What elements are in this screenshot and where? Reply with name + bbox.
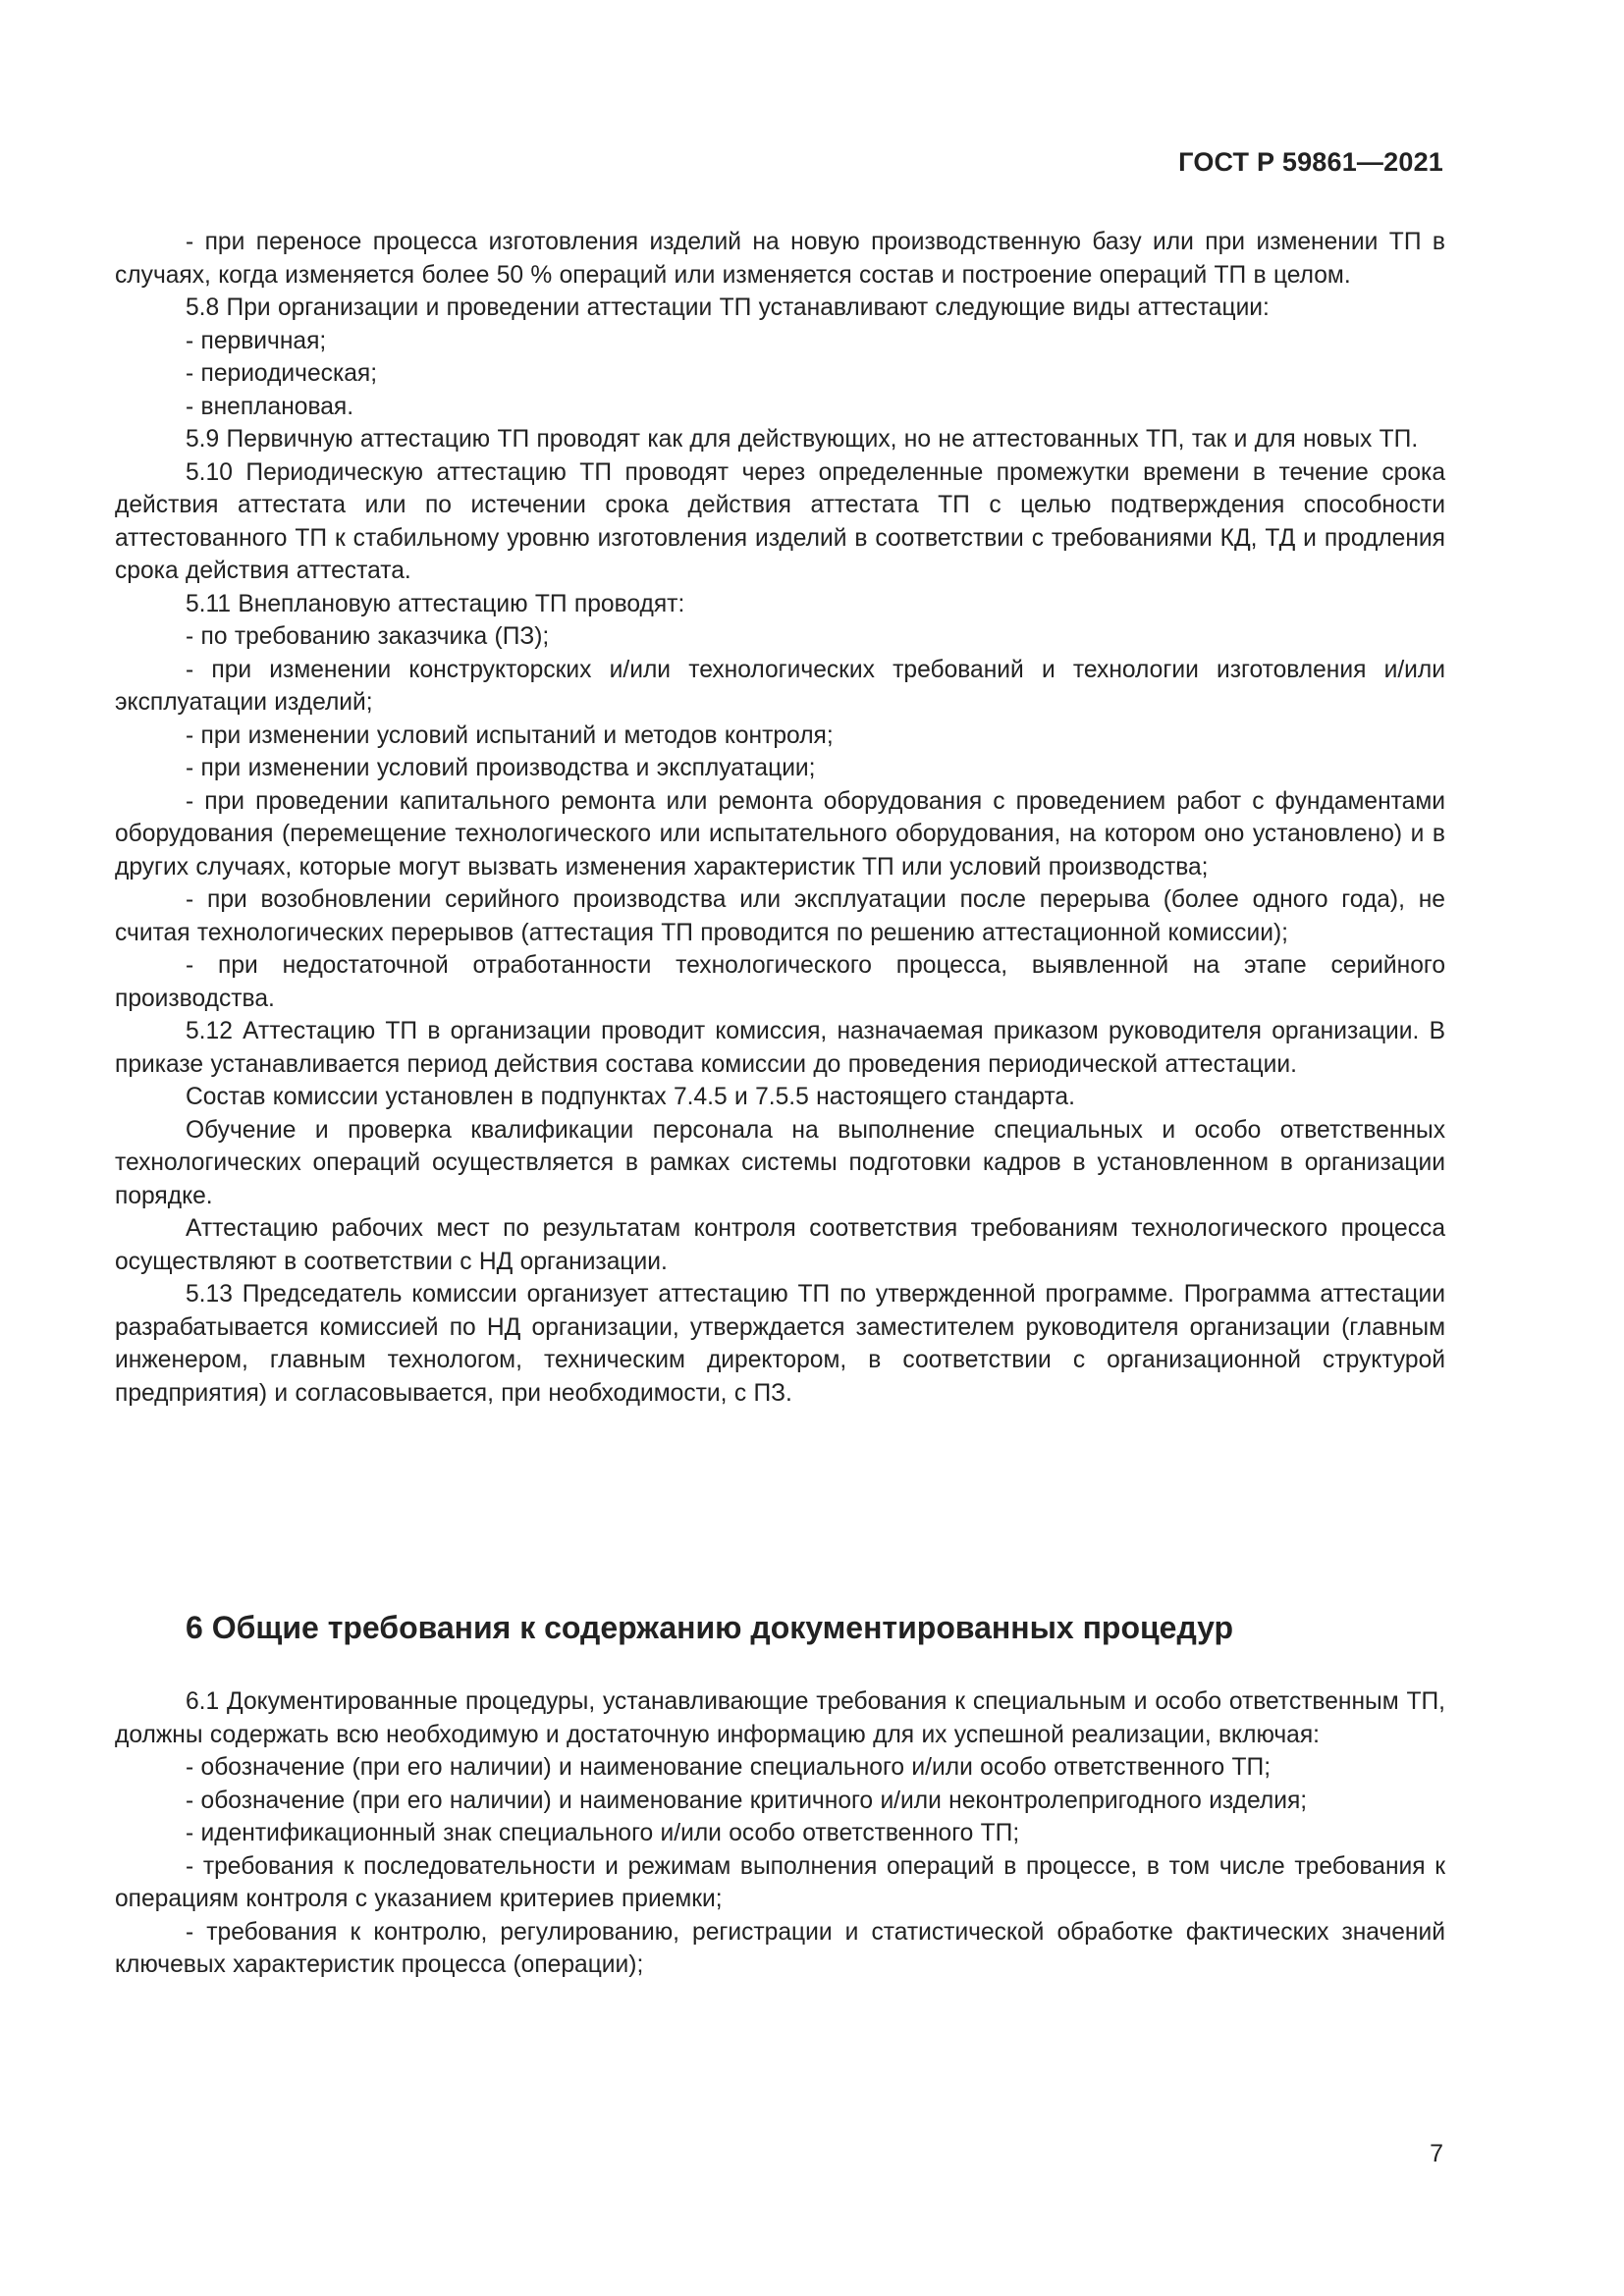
paragraph: 5.13 Председатель комиссии организует аттестацию ТП по утвержденной программе. Программа аттестации разрабатывается комиссией по НД организации, утверждается заместителем руководителя организации (главным инженером, главным технологом, техническим директором, в соответствии с организационной структурой предприятия) и согласовывается, при необходимости, с ПЗ. [115, 1281, 1445, 1407]
list-item: - внеплановая. [186, 393, 354, 420]
paragraph: Обучение и проверка квалификации персонала на выполнение специальных и особо ответственных технологических операций осуществляется в рамках системы подготовки кадров в установленном в организации порядке. [115, 1116, 1445, 1209]
paragraph: Состав комиссии установлен в подпунктах 7.4.5 и 7.5.5 настоящего стандарта. [186, 1084, 1075, 1110]
list-item: - идентификационный знак специального и/или особо ответственного ТП; [186, 1820, 1020, 1846]
list-item: - при изменении условий производства и эксплуатации; [186, 755, 816, 781]
list-item: - требования к последовательности и режимам выполнения операций в процессе, в том числе требования к операциям контроля с указанием критериев приемки; [115, 1852, 1445, 1912]
standard-code-header: ГОСТ Р 59861—2021 [1178, 147, 1443, 177]
paragraph: 5.12 Аттестацию ТП в организации проводит комиссия, назначаемая приказом руководителя организации. В приказе устанавливается период действия состава комиссии до проведения периодической аттестации. [115, 1018, 1445, 1078]
paragraph: 5.8 При организации и проведении аттестации ТП устанавливают следующие виды аттестации: [186, 294, 1270, 321]
list-item: - по требованию заказчика (ПЗ); [186, 623, 550, 650]
section-6-text [115, 1685, 1445, 1982]
paragraph: 5.9 Первичную аттестацию ТП проводят как для действующих, но не аттестованных ТП, так и для новых ТП. [186, 426, 1419, 453]
page-number: 7 [1430, 2140, 1443, 2167]
paragraph: 5.11 Внеплановую аттестацию ТП проводят: [186, 590, 685, 617]
list-item: - периодическая; [186, 360, 378, 387]
paragraph: 5.10 Периодическую аттестацию ТП проводят через определенные промежутки времени в течение срока действия аттестата или по истечении срока действия аттестата ТП с целью подтверждения способности аттестованного ТП к стабильному уровню изготовления изделий в соответствии с требованиями КД, ТД и продления срока действия аттестата. [115, 458, 1445, 584]
list-item: - при недостаточной отработанности технологического процесса, выявленной на этапе серийного производства. [115, 952, 1445, 1012]
list-item: - при изменении условий испытаний и методов контроля; [186, 721, 834, 749]
list-item: - при изменении конструкторских и/или технологических требований и технологии изготовления и/или эксплуатации изделий; [115, 656, 1445, 716]
section-5-text [115, 226, 1445, 1410]
list-item: - при проведении капитального ремонта или ремонта оборудования с проведением работ с фундаментами оборудования (перемещение технологического или испытательного оборудования, на котором оно установлено) и в других случаях, которые могут вызвать изменения характеристик ТП или условий производства; [115, 787, 1445, 881]
paragraph: - при переносе процесса изготовления изделий на новую производственную базу или при изменении ТП в случаях, когда изменяется более 50 % операций или изменяется состав и построение операций ТП в целом. [115, 229, 1445, 289]
list-item: - обозначение (при его наличии) и наименование специального и/или особо ответственного ТП; [186, 1754, 1272, 1781]
section-heading: 6 Общие требования к содержанию документированных процедур [186, 1610, 1234, 1645]
list-item: - требования к контролю, регулированию, регистрации и статистической обработке фактических значений ключевых характеристик процесса (операции); [115, 1918, 1445, 1978]
list-item: - обозначение (при его наличии) и наименование критичного и/или неконтролепригодного изделия; [186, 1787, 1308, 1814]
list-item: - первичная; [186, 327, 327, 354]
list-item: - при возобновлении серийного производства или эксплуатации после перерыва (более одного года), не считая технологических перерывов (аттестация ТП проводится по решению аттестационной комиссии); [115, 886, 1445, 946]
paragraph: Аттестацию рабочих мест по результатам контроля соответствия требованиям технологического процесса осуществляют в соответствии с НД организации. [115, 1215, 1445, 1275]
paragraph: 6.1 Документированные процедуры, устанавливающие требования к специальным и особо ответственным ТП, должны содержать всю необходимую и достаточную информацию для их успешной реализации, включая: [115, 1688, 1445, 1748]
